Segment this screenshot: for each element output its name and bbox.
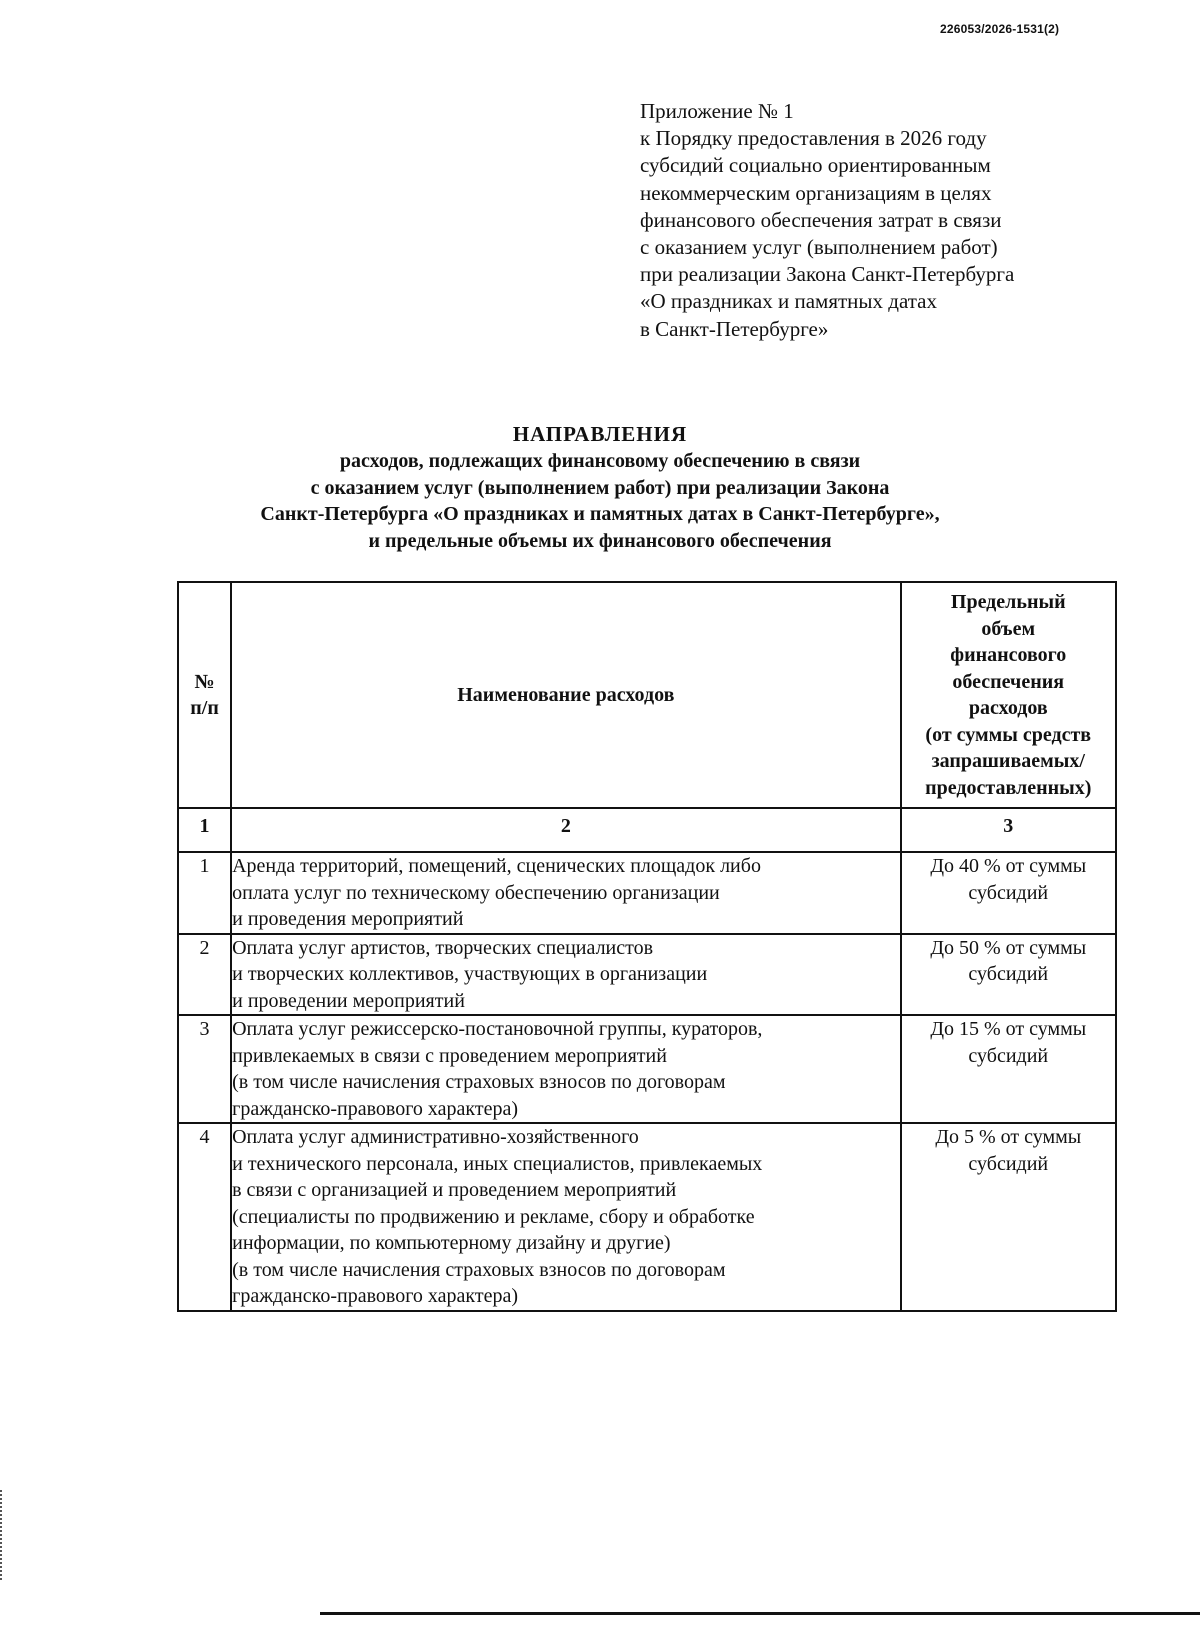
appendix-line: Приложение № 1 bbox=[640, 99, 794, 123]
document-id: 226053/2026-1531(2) bbox=[940, 22, 1060, 36]
row-number: 3 bbox=[178, 1015, 231, 1123]
subtitle-line: и предельные объемы их финансового обеспечения bbox=[368, 529, 832, 552]
expense-name-line: (в том числе начисления страховых взносов по договорам bbox=[232, 1258, 726, 1281]
header-limit-line: обеспечения bbox=[952, 670, 1065, 693]
table-row bbox=[178, 1123, 1116, 1311]
column-index: 3 bbox=[901, 808, 1116, 852]
header-num-line: п/п bbox=[190, 697, 219, 719]
row-number: 1 bbox=[178, 852, 231, 934]
expense-name-line: Оплата услуг режиссерско-постановочной группы, кураторов, bbox=[232, 1018, 763, 1040]
table-row bbox=[178, 852, 1116, 934]
subtitle-line: Санкт-Петербурга «О праздниках и памятных датах в Санкт-Петербурге», bbox=[260, 503, 940, 525]
table-row bbox=[178, 1015, 1116, 1123]
appendix-line: финансового обеспечения затрат в связи bbox=[640, 207, 1002, 232]
subtitle-line: расходов, подлежащих финансовому обеспечению в связи bbox=[339, 450, 861, 472]
appendix-line: некоммерческим организациям в целях bbox=[640, 180, 992, 205]
appendix-line: в Санкт-Петербурге» bbox=[640, 316, 829, 341]
row-number: 2 bbox=[178, 934, 231, 1016]
appendix-line: при реализации Закона Санкт-Петербурга bbox=[640, 262, 1015, 287]
expense-name-line: гражданско-правового характера) bbox=[232, 1285, 518, 1307]
expense-name bbox=[231, 934, 900, 1016]
header-num bbox=[178, 582, 231, 808]
row-number: 4 bbox=[178, 1123, 231, 1311]
appendix-line: к Порядку предоставления в 2026 году bbox=[640, 126, 987, 151]
expense-name bbox=[231, 852, 900, 934]
bottom-rule bbox=[320, 1612, 1200, 1615]
appendix-note bbox=[640, 98, 1110, 343]
header-num-line: № bbox=[194, 670, 215, 693]
expense-name-line: (специалисты по продвижению и рекламе, сбору и обработке bbox=[232, 1205, 755, 1228]
expense-limit-line: До 5 % от суммы bbox=[935, 1126, 1082, 1148]
appendix-line: субсидий социально ориентированным bbox=[640, 153, 991, 178]
header-limit-line: объем bbox=[981, 617, 1036, 640]
expense-name-line: Оплата услуг артистов, творческих специалистов bbox=[232, 936, 654, 959]
column-index-row bbox=[178, 808, 1116, 852]
header-limit-line: расходов bbox=[968, 697, 1048, 719]
expense-limit-line: субсидий bbox=[968, 1044, 1049, 1067]
expense-limit-line: До 50 % от суммы bbox=[930, 936, 1087, 959]
header-limit bbox=[901, 582, 1116, 808]
expense-name-line: и технического персонала, иных специалистов, привлекаемых bbox=[232, 1152, 763, 1175]
subtitle-line: с оказанием услуг (выполнением работ) при реализации Закона bbox=[310, 476, 890, 499]
header-limit-line: (от суммы средств bbox=[925, 723, 1092, 746]
header-limit-line: Предельный bbox=[950, 591, 1066, 613]
document-title: НАПРАВЛЕНИЯ bbox=[512, 422, 688, 446]
expense-name-line: Оплата услуг административно-хозяйственного bbox=[232, 1126, 639, 1148]
scan-edge-marks bbox=[0, 1490, 4, 1580]
expense-name bbox=[231, 1123, 900, 1311]
expense-limit-line: До 40 % от суммы bbox=[930, 855, 1087, 877]
expense-name-line: привлекаемых в связи с проведением мероприятий bbox=[232, 1044, 667, 1067]
expense-name-line: гражданско-правового характера) bbox=[232, 1097, 518, 1120]
expense-limit bbox=[901, 852, 1116, 934]
header-limit-line: предоставленных) bbox=[925, 776, 1092, 799]
expense-limit bbox=[901, 1015, 1116, 1123]
table-row bbox=[178, 934, 1116, 1016]
expense-limit-line: субсидий bbox=[968, 963, 1049, 985]
column-index: 2 bbox=[231, 808, 900, 852]
expense-name-line: и проведении мероприятий bbox=[232, 989, 465, 1012]
appendix-line: «О праздниках и памятных датах bbox=[640, 289, 937, 314]
expense-name-line: Аренда территорий, помещений, сценических площадок либо bbox=[232, 855, 761, 877]
document-heading bbox=[150, 420, 1050, 554]
expense-name-line: в связи с организацией и проведением мероприятий bbox=[232, 1179, 677, 1201]
expense-name-line: информации, по компьютерному дизайну и другие) bbox=[232, 1232, 671, 1254]
expense-name bbox=[231, 1015, 900, 1123]
expense-name-line: и проведения мероприятий bbox=[232, 908, 464, 930]
expense-limit bbox=[901, 934, 1116, 1016]
expense-limit bbox=[901, 1123, 1116, 1311]
table-header-row bbox=[178, 582, 1116, 808]
appendix-line: с оказанием услуг (выполнением работ) bbox=[640, 235, 998, 260]
expense-name-line: оплата услуг по техническому обеспечению организации bbox=[232, 881, 720, 904]
header-name: Наименование расходов bbox=[231, 582, 900, 808]
header-limit-line: финансового bbox=[950, 644, 1067, 666]
header-limit-line: запрашиваемых/ bbox=[931, 750, 1085, 772]
expense-limit-line: субсидий bbox=[968, 1152, 1049, 1175]
expense-name-line: и творческих коллективов, участвующих в организации bbox=[232, 963, 708, 985]
expense-name-line: (в том числе начисления страховых взносов по договорам bbox=[232, 1071, 726, 1093]
expense-limit-line: До 15 % от суммы bbox=[930, 1018, 1087, 1040]
expenses-table bbox=[177, 581, 1117, 1312]
expense-limit-line: субсидий bbox=[968, 881, 1049, 904]
column-index: 1 bbox=[178, 808, 231, 852]
